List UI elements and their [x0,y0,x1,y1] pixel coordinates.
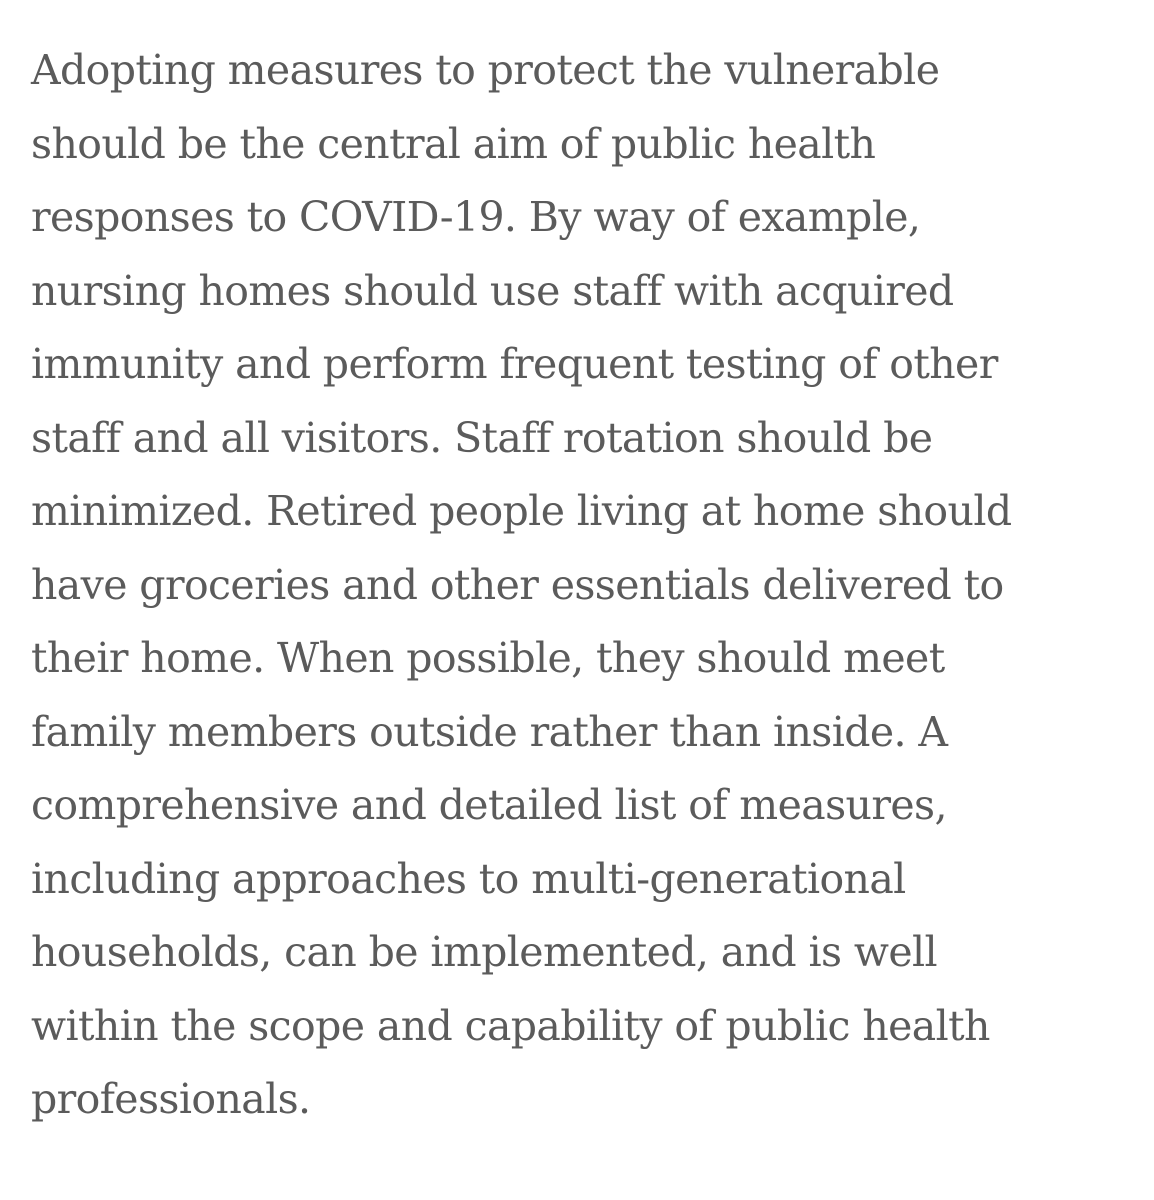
paragraph-line: within the scope and capability of public health [31,1001,990,1050]
paragraph-line: family members outside rather than inside. A [31,707,948,756]
paragraph-line: minimized. Retired people living at home should [31,487,1012,535]
paragraph-line: their home. When possible, they should meet [31,634,945,682]
paragraph-line: should be the central aim of public health [31,119,876,168]
paragraph-line: professionals. [31,1075,311,1123]
paragraph-line: comprehensive and detailed list of measures, [31,781,947,829]
paragraph-line: including approaches to multi-generational [31,854,906,903]
paragraph-line: have groceries and other essentials delivered to [31,560,1004,609]
paragraph-line: nursing homes should use staff with acquired [31,266,954,315]
paragraph-line: responses to COVID-19. By way of example, [31,193,921,241]
article-paragraph [31,34,1131,1137]
paragraph-line: immunity and perform frequent testing of other [31,340,998,388]
paragraph-line: households, can be implemented, and is well [31,928,938,976]
paragraph-line: staff and all visitors. Staff rotation should be [31,413,933,462]
paragraph-line: Adopting measures to protect the vulnerable [31,46,940,94]
